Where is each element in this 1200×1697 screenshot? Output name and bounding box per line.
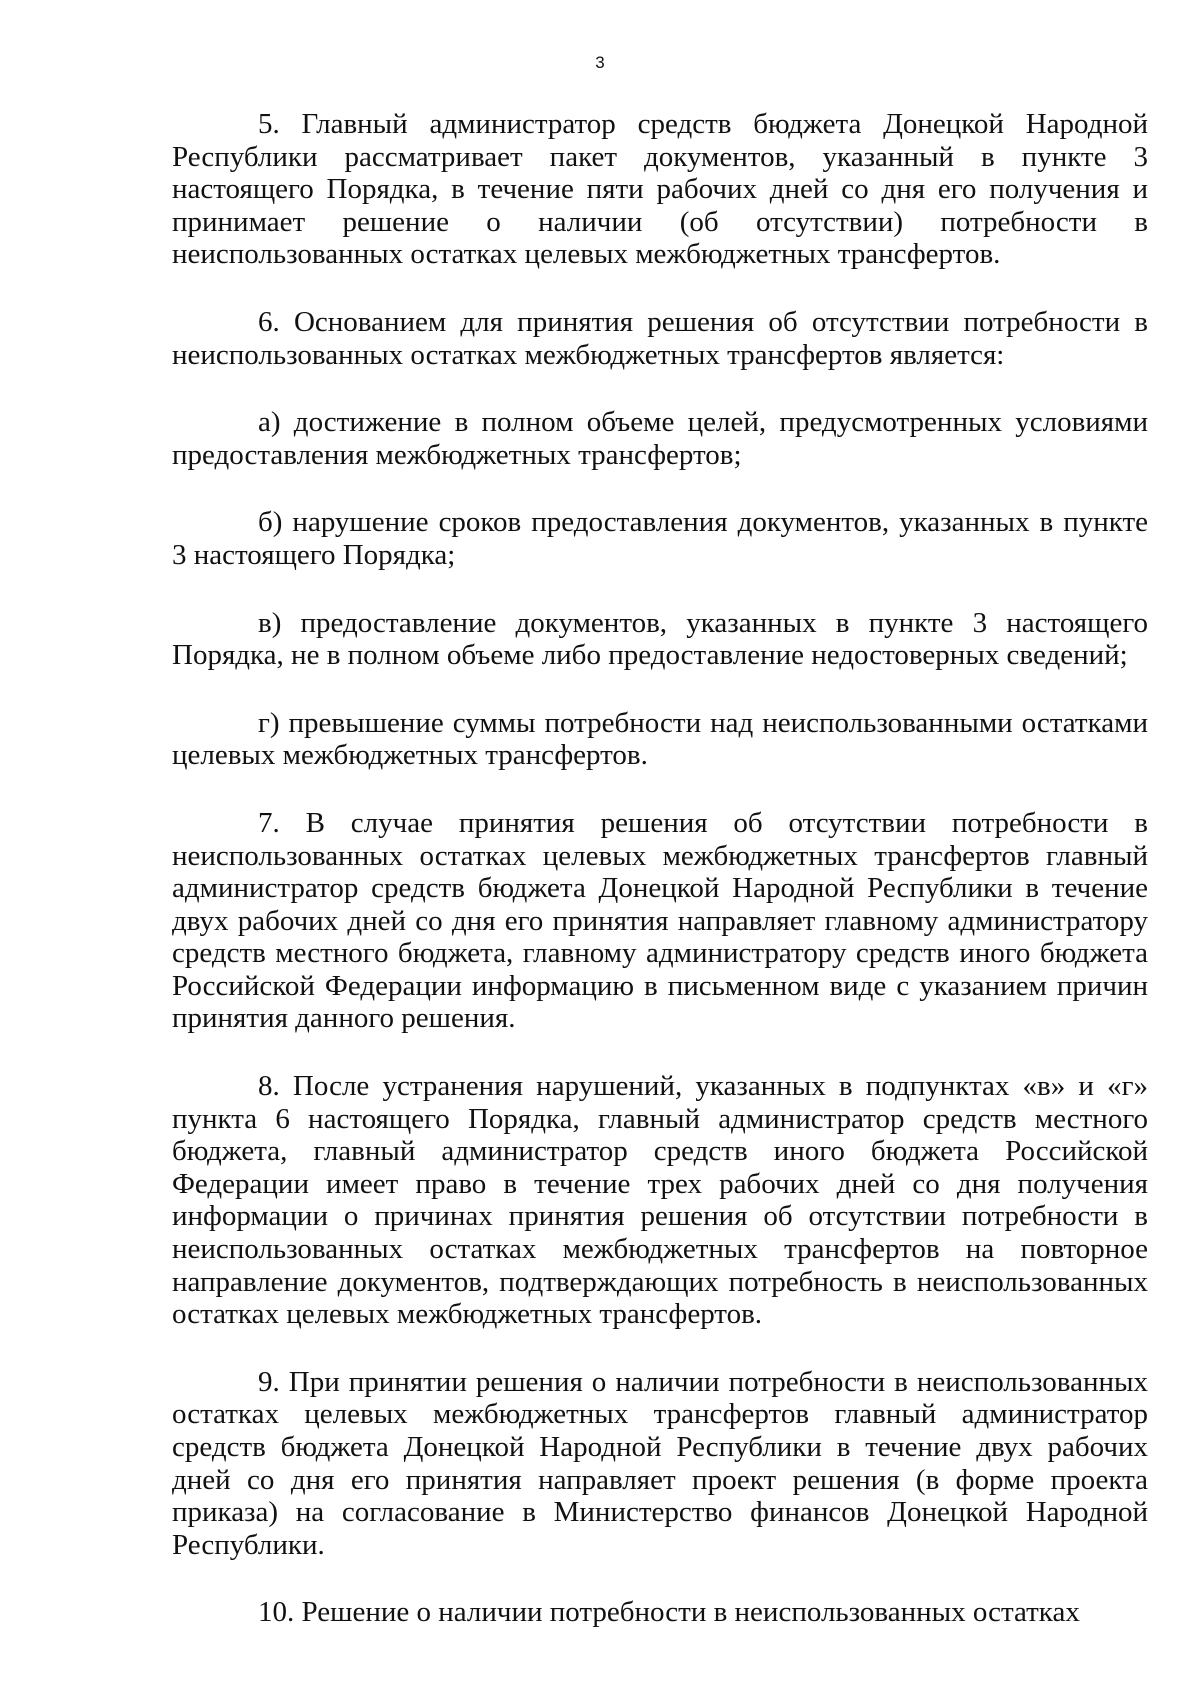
document-body [172, 108, 1148, 1629]
page-number: 3 [595, 53, 605, 72]
paragraph-9: 9. При принятии решения о наличии потребности в неиспользованных остатках целевых межбюджетных трансфертов главный администратор средств бюджета Донецкой Народной Республики в течение двух рабочих дней со дня его принятия направляет проект решения (в форме проекта приказа) на согласование в Министерство финансов Донецкой Народной Республики. [172, 1365, 1148, 1561]
paragraph-7: 7. В случае принятия решения об отсутствии потребности в неиспользованных остатках целевых межбюджетных трансфертов главный администратор средств бюджета Донецкой Народной Республики в течение двух рабочих дней со дня его принятия направляет главному администратору средств местного бюджета, главному администратору средств иного бюджета Российской Федерации информацию в письменном виде с указанием причин принятия данного решения. [172, 806, 1148, 1035]
paragraph-5: 5. Главный администратор средств бюджета Донецкой Народной Республики рассматривает пакет документов, указанный в пункте 3 настоящего Порядка, в течение пяти рабочих дней со дня его получения и принимает решение о наличии (об отсутствии) потребности в неиспользованных остатках целевых межбюджетных трансфертов. [172, 108, 1148, 271]
paragraph-6: 6. Основанием для принятия решения об отсутствии потребности в неиспользованных остатках межбюджетных трансфертов является: [172, 305, 1148, 371]
paragraph-6-a: а) достижение в полном объеме целей, предусмотренных условиями предоставления межбюджетных трансфертов; [172, 406, 1148, 471]
paragraph-6-b: б) нарушение сроков предоставления документов, указанных в пункте 3 настоящего Порядка; [172, 506, 1148, 571]
paragraph-10: 10. Решение о наличии потребности в неиспользованных остатках [258, 1596, 1080, 1629]
paragraph-6-g: г) превышение суммы потребности над неиспользованными остатками целевых межбюджетных трансфертов. [172, 706, 1148, 772]
paragraph-8: 8. После устранения нарушений, указанных в подпунктах «в» и «г» пункта 6 настоящего Порядка, главный администратор средств местного бюджета, главный администратор средств иного бюджета Российской Федерации имеет право в течение трех рабочих дней со дня получения информации о причинах принятия решения об отсутствии потребности в неиспользованных остатках межбюджетных трансфертов на повторное направление документов, подтверждающих потребность в неиспользованных остатках целевых межбюджетных трансфертов. [172, 1070, 1148, 1331]
paragraph-6-v: в) предоставление документов, указанных в пункте 3 настоящего Порядка, не в полном объеме либо предоставление недостоверных сведений; [172, 606, 1148, 672]
